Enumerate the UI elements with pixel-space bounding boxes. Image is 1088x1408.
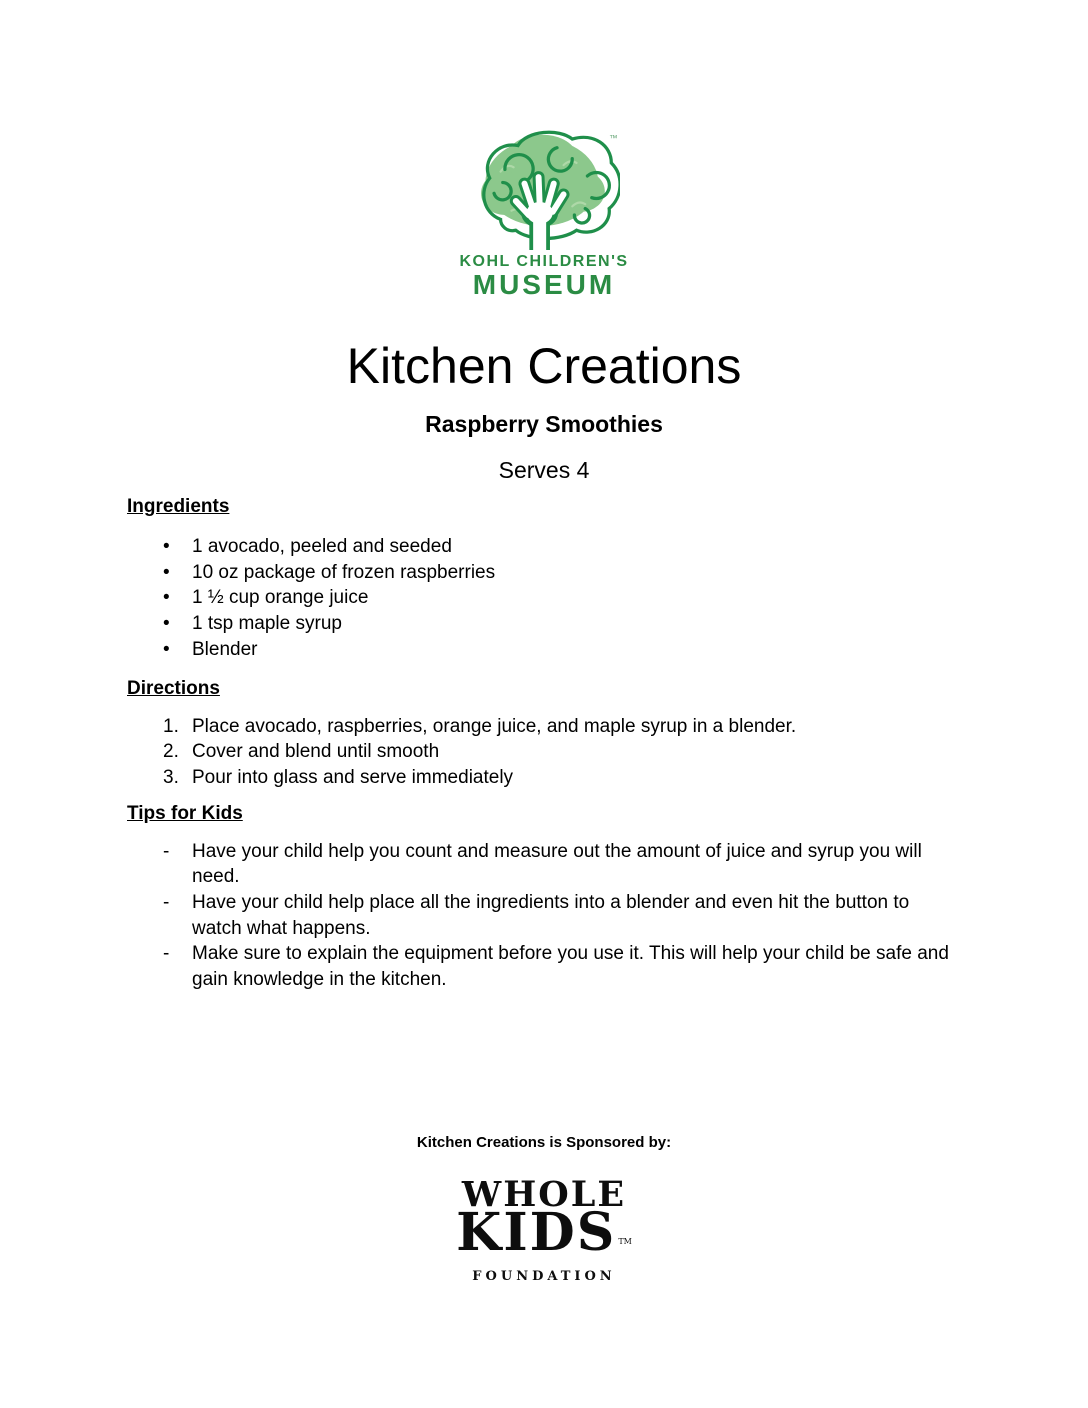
whole-kids-foundation-logo bbox=[0, 1173, 1088, 1285]
tip-item: - Make sure to explain the equipment before you use it. This will help your child be safe and gain knowledge in the kitchen. bbox=[127, 941, 961, 992]
ingredient-item: • 1 tsp maple syrup bbox=[127, 611, 961, 637]
wk-logo-line-foundation: FOUNDATION bbox=[472, 1268, 616, 1284]
tip-item: - Have your child help you count and measure out the amount of juice and syrup you will need. bbox=[127, 839, 961, 890]
direction-step: Cover and blend until smooth bbox=[192, 741, 440, 763]
recipe-title: Raspberry Smoothies bbox=[425, 411, 663, 437]
ingredient-item: • Blender bbox=[127, 637, 961, 663]
museum-name-line1: KOHL CHILDREN'S bbox=[459, 253, 629, 270]
ingredient-item: • 10 oz package of frozen raspberries bbox=[127, 560, 961, 586]
direction-step: Place avocado, raspberries, orange juice, and maple syrup in a blender. bbox=[192, 715, 797, 737]
directions-list bbox=[127, 714, 961, 791]
wk-trademark-icon: TM bbox=[618, 1236, 632, 1246]
wk-logo-line-kids: KIDS TM bbox=[456, 1201, 632, 1263]
tips-heading: Tips for Kids bbox=[127, 802, 243, 824]
sponsor-label: Kitchen Creations is Sponsored by: bbox=[416, 1133, 672, 1151]
tip-item: - Have your child help place all the ingredients into a blender and even hit the button to watch what happens. bbox=[127, 890, 961, 941]
recipe-body bbox=[0, 494, 1088, 993]
tips-list bbox=[127, 839, 961, 993]
page-title: Kitchen Creations bbox=[346, 338, 742, 394]
ingredients-list bbox=[127, 534, 961, 663]
museum-logo bbox=[0, 128, 1088, 298]
tree-hand-logo-icon bbox=[468, 128, 620, 250]
ingredient-item: • 1 ½ cup orange juice bbox=[127, 585, 961, 611]
ingredients-heading: Ingredients bbox=[127, 496, 230, 517]
serves-line: Serves 4 bbox=[498, 457, 590, 483]
directions-heading: Directions bbox=[127, 677, 220, 699]
museum-name-line2: MUSEUM bbox=[472, 269, 616, 300]
ingredient-item: • 1 avocado, peeled and seeded bbox=[127, 534, 961, 560]
museum-wordmark bbox=[0, 252, 1088, 298]
direction-step: Pour into glass and serve immediately bbox=[192, 766, 514, 788]
tree-trademark-icon: ™ bbox=[609, 133, 618, 144]
wk-logo-line-whole: WHOLE bbox=[461, 1173, 627, 1215]
